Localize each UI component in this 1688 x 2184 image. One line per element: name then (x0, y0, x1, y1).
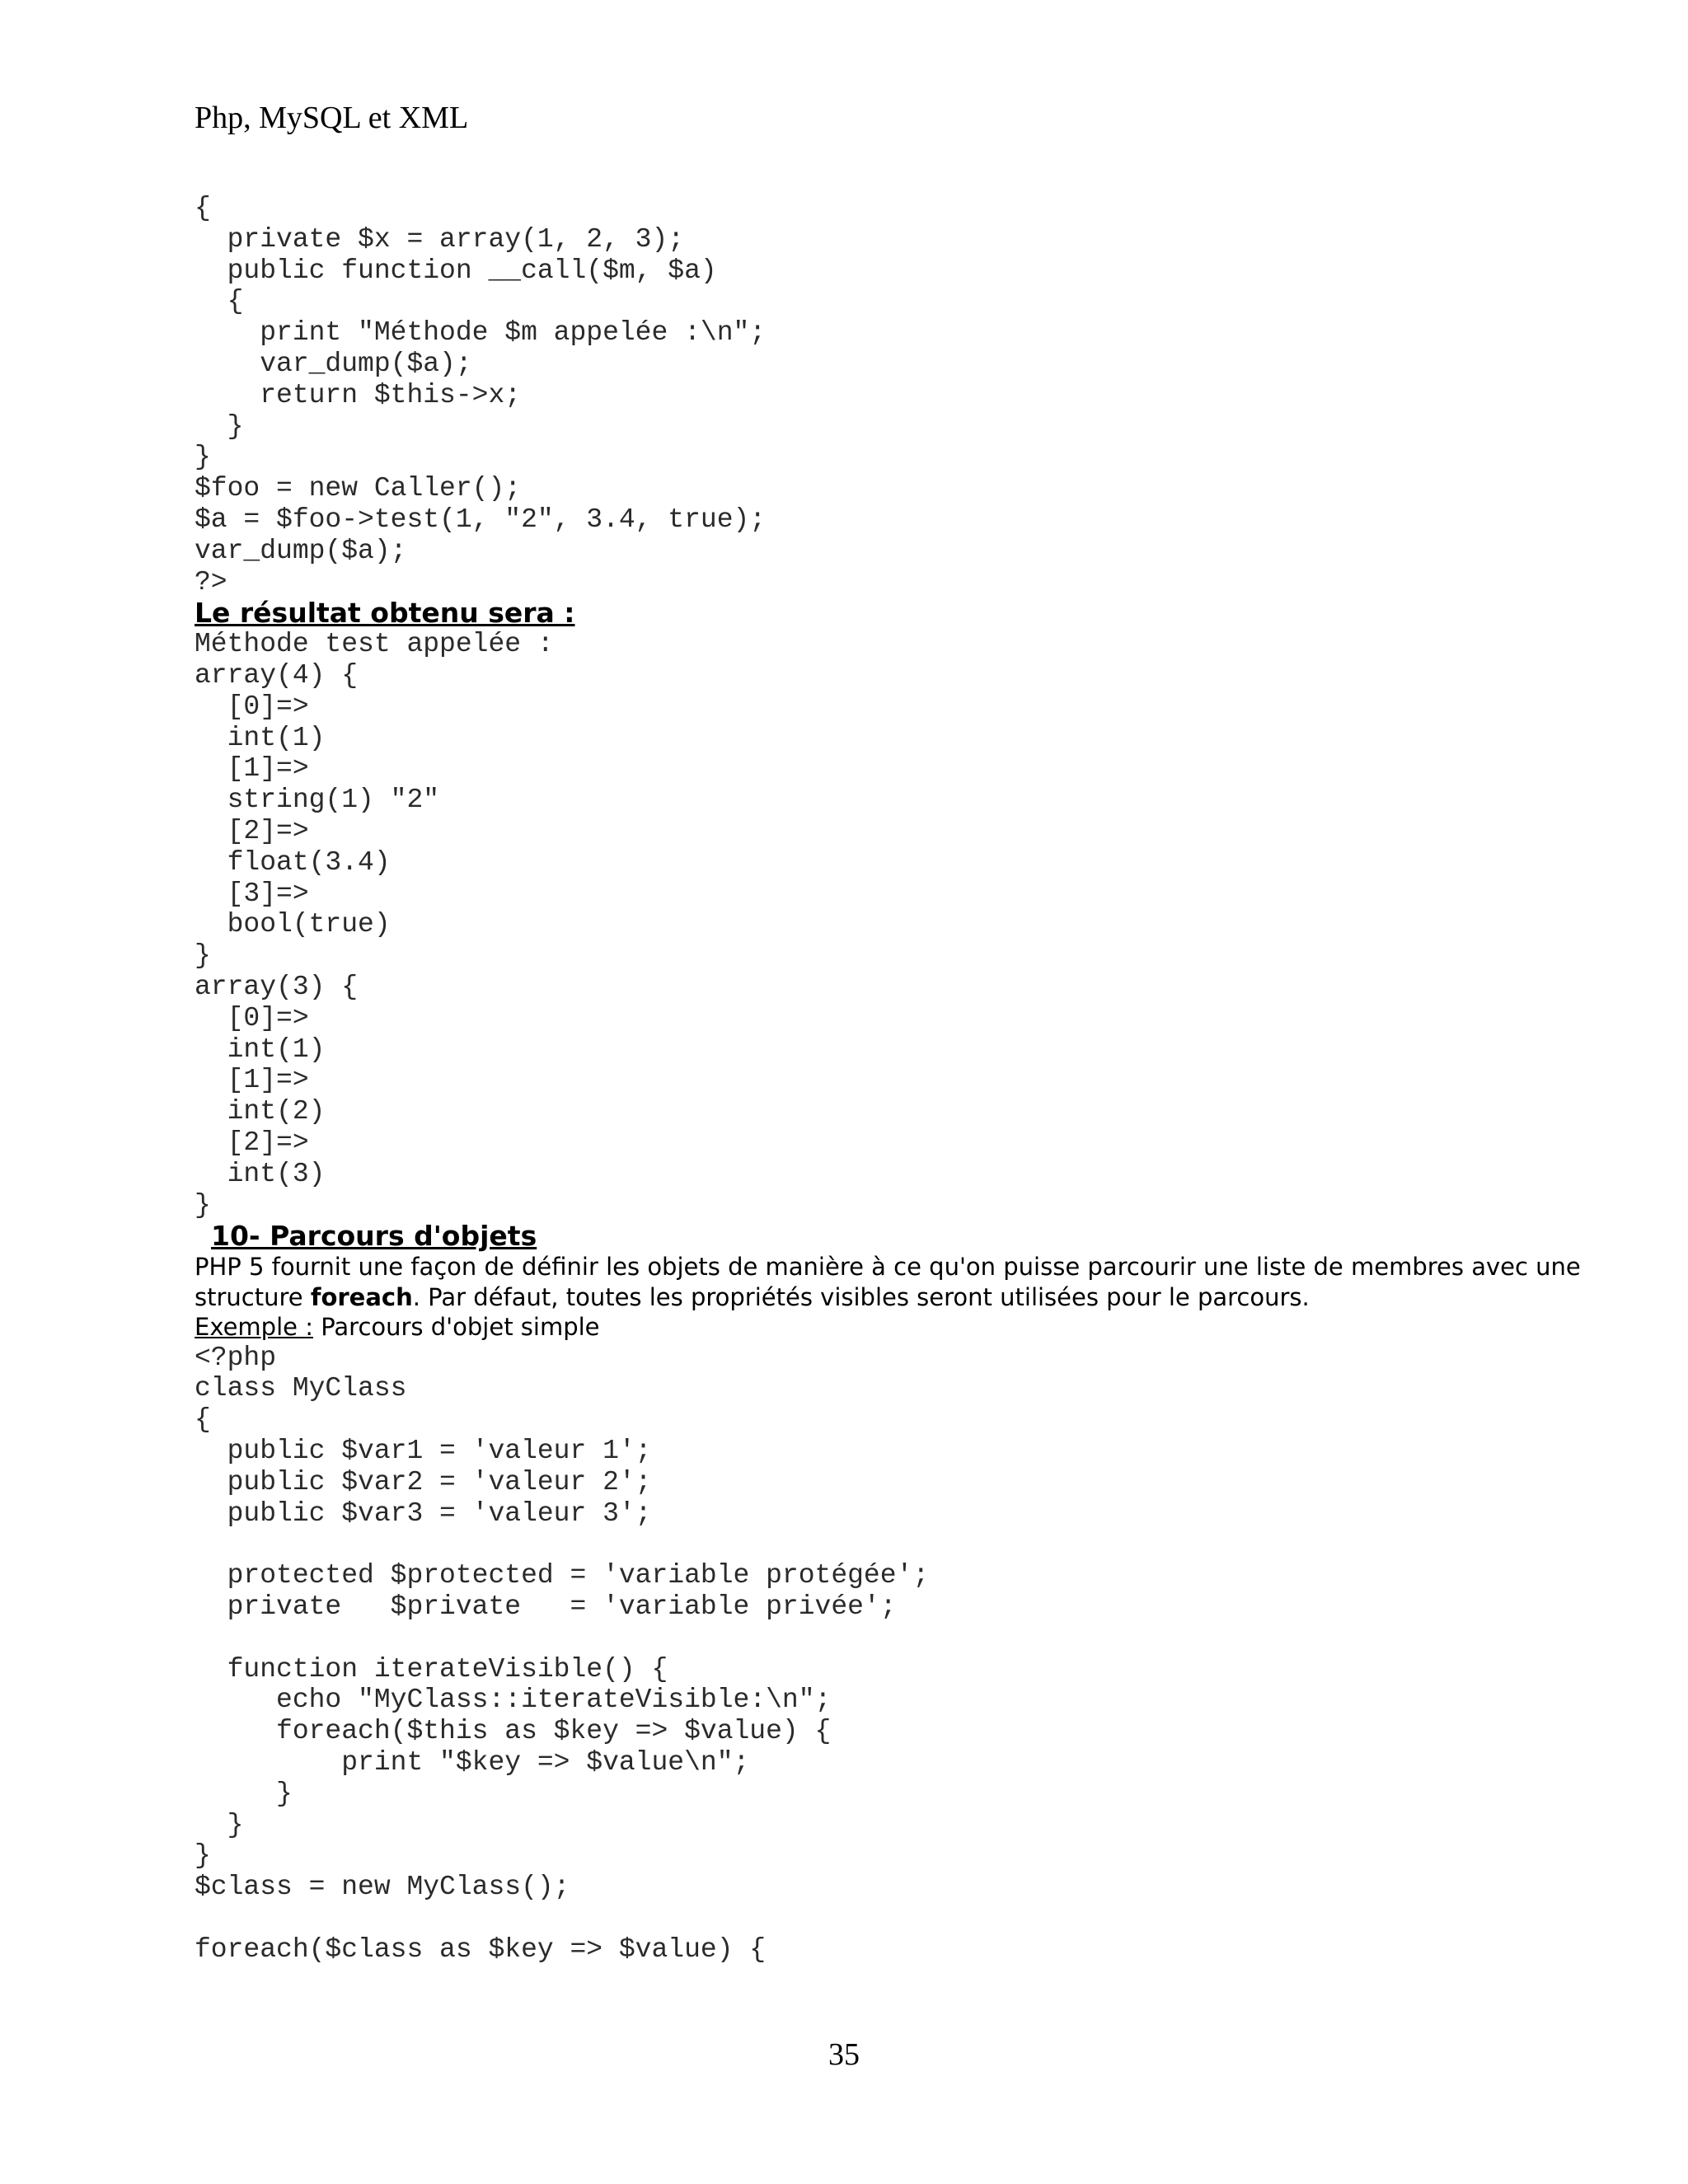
code-line: public $var1 = 'valeur 1'; (195, 1435, 652, 1466)
code-line: public $var3 = 'valeur 3'; (195, 1497, 652, 1529)
paragraph-line-1: PHP 5 fournit une façon de définir les objets de manière à ce qu'on puisse parcourir une liste de membres avec une (195, 1253, 1581, 1282)
code-line: [3]=> (195, 878, 309, 909)
code-line: } (195, 1778, 293, 1809)
example-label: Exemple : (195, 1313, 313, 1342)
code-line: public $var2 = 'valeur 2'; (195, 1466, 652, 1497)
code-line: [2]=> (195, 815, 309, 846)
code-line: var_dump($a); (195, 535, 407, 566)
code-line: return $this->x; (195, 379, 522, 410)
code-line: print "Méthode $m appelée :\n"; (195, 317, 767, 349)
code-line: Méthode test appelée : (195, 629, 554, 660)
code-line: [2]=> (195, 1127, 309, 1158)
paragraph-text: . Par défaut, toutes les propriétés visibles seront utilisées pour le parcours. (412, 1282, 1310, 1311)
code-line: int(2) (195, 1096, 326, 1127)
code-line: } (195, 1809, 244, 1840)
section-heading: 10- Parcours d'objets (211, 1220, 537, 1253)
code-line: $class = new MyClass(); (195, 1872, 570, 1903)
code-line: int(1) (195, 722, 326, 753)
code-line: string(1) "2" (195, 785, 440, 816)
code-line: var_dump($a); (195, 348, 472, 379)
code-line: protected $protected = 'variable protégée'; (195, 1560, 930, 1591)
code-line: { (195, 286, 244, 317)
code-block-myclass (195, 1343, 1513, 1966)
code-line: bool(true) (195, 909, 391, 940)
example-caption (195, 1312, 1513, 1343)
code-line: [0]=> (195, 691, 309, 722)
result-heading: Le résultat obtenu sera : (195, 597, 575, 630)
code-line: ?> (195, 566, 227, 598)
code-line: function iterateVisible() { (195, 1653, 668, 1685)
code-line: print "$key => $value\n"; (195, 1746, 750, 1778)
example-text: Parcours d'objet simple (312, 1313, 600, 1342)
code-line: } (195, 940, 211, 972)
paragraph-line-2 (195, 1282, 1513, 1313)
foreach-keyword: foreach (310, 1282, 413, 1311)
code-line: $foo = new Caller(); (195, 473, 522, 504)
code-line: { (195, 1404, 211, 1436)
code-line: foreach($this as $key => $value) { (195, 1716, 832, 1747)
code-line: foreach($class as $key => $value) { (195, 1933, 767, 1965)
code-line: } (195, 442, 211, 473)
result-output-block (195, 629, 1513, 1221)
code-line: echo "MyClass::iterateVisible:\n"; (195, 1685, 832, 1716)
code-line: } (195, 1189, 211, 1221)
code-line: [0]=> (195, 1002, 309, 1033)
page-content (195, 193, 1581, 1966)
code-line: public function __call($m, $a) (195, 255, 717, 286)
code-line: [1]=> (195, 753, 309, 785)
code-line: } (195, 1840, 211, 1872)
code-line: float(3.4) (195, 846, 391, 878)
code-line: private $private = 'variable privée'; (195, 1591, 897, 1622)
code-line: <?php (195, 1342, 277, 1373)
code-line: private $x = array(1, 2, 3); (195, 223, 685, 255)
code-line: int(1) (195, 1033, 326, 1065)
code-line: } (195, 410, 244, 442)
code-line: { (195, 193, 211, 223)
page-number: 35 (828, 2037, 860, 2072)
code-line: $a = $foo->test(1, "2", 3.4, true); (195, 504, 767, 535)
code-line: class MyClass (195, 1373, 407, 1404)
running-header: Php, MySQL et XML (195, 101, 469, 135)
paragraph-text: structure (195, 1282, 311, 1311)
code-line: array(3) { (195, 971, 359, 1002)
code-line: array(4) { (195, 659, 359, 691)
code-line: [1]=> (195, 1065, 309, 1096)
code-block-caller (195, 193, 1513, 598)
code-line: int(3) (195, 1158, 326, 1189)
